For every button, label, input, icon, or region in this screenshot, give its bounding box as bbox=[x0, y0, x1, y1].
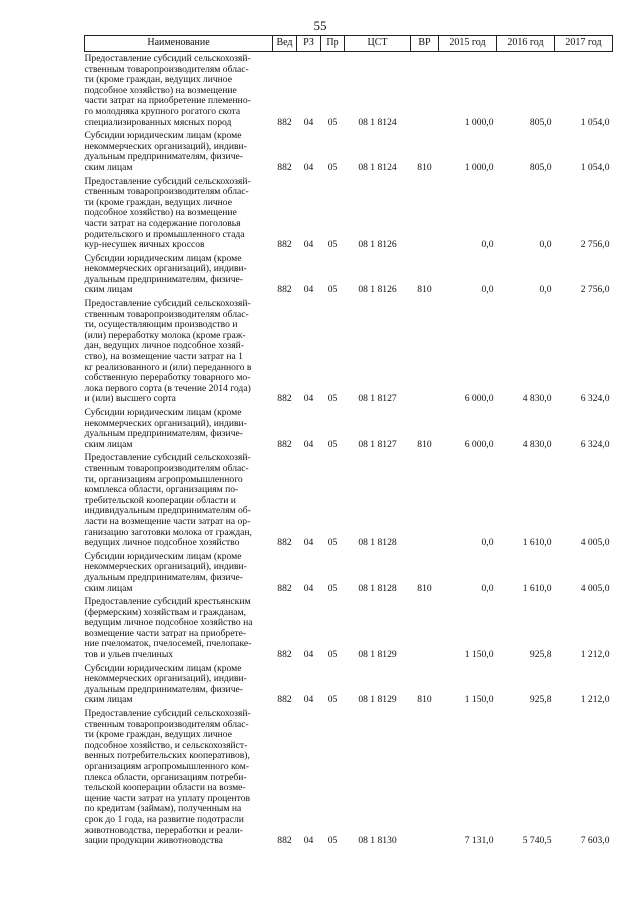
row-name bbox=[85, 129, 273, 174]
pr-cell: 05 bbox=[327, 438, 338, 450]
rz-cell: 04 bbox=[303, 393, 314, 405]
amount-2016: 4 830,0 bbox=[522, 438, 552, 450]
vr-cell bbox=[411, 707, 439, 848]
table-row bbox=[85, 252, 613, 297]
table-row bbox=[85, 297, 613, 406]
row-name-line: комплекса области, организациям по- bbox=[84, 484, 239, 496]
pr-cell: 05 bbox=[327, 582, 338, 594]
row-name-line: ведущим личное подсобное хозяйство на bbox=[84, 617, 253, 629]
row-name-line: ственным товаропроизводителям облас- bbox=[84, 462, 249, 474]
vr-cell: 810 bbox=[417, 438, 432, 450]
ved-cell: 882 bbox=[277, 161, 292, 173]
header-2015: 2015 год bbox=[439, 36, 497, 52]
table-row bbox=[85, 595, 613, 662]
row-name-line: Предоставление субсидий сельскохозяй- bbox=[84, 175, 251, 187]
table-row bbox=[85, 451, 613, 549]
row-name-line: некоммерческих организаций), индиви- bbox=[84, 417, 247, 429]
rz-cell: 04 bbox=[303, 649, 314, 661]
row-name-line: индивидуальным предпринимателям об- bbox=[84, 505, 251, 517]
cst-cell: 08 1 8127 bbox=[358, 438, 397, 450]
cst-cell: 08 1 8129 bbox=[358, 649, 397, 661]
row-name-line: ским лицам bbox=[84, 694, 133, 706]
amount-2017: 2 756,0 bbox=[580, 284, 610, 296]
header-pr: Пр bbox=[321, 36, 345, 52]
row-name-line: Субсидии юридическим лицам (кроме bbox=[84, 662, 242, 674]
row-name bbox=[85, 252, 273, 297]
vr-cell bbox=[411, 451, 439, 549]
row-name-line: ственным товаропроизводителям облас- bbox=[84, 308, 249, 320]
ved-cell: 882 bbox=[277, 239, 292, 251]
row-name-line: ство), на возмещение части затрат на 1 bbox=[84, 351, 243, 363]
row-name bbox=[85, 662, 273, 707]
cst-cell: 08 1 8124 bbox=[358, 116, 397, 128]
amount-2015: 1 150,0 bbox=[464, 649, 494, 661]
row-name-line: тельской кооперации области на возме- bbox=[84, 782, 246, 794]
row-name-line: части затрат на приобретение племенно- bbox=[84, 95, 251, 107]
row-name-line: некоммерческих организаций), индиви- bbox=[84, 673, 247, 685]
amount-2015: 7 131,0 bbox=[464, 835, 494, 847]
row-name-line: некоммерческих организаций), индиви- bbox=[84, 561, 247, 573]
row-name-line: дуальным предпринимателям, физиче- bbox=[84, 683, 243, 695]
row-name-line: Предоставление субсидий сельскохозяй- bbox=[84, 708, 251, 720]
row-name-line: ственным товаропроизводителям облас- bbox=[84, 63, 249, 75]
row-name-line: собственную переработку товарного мо- bbox=[84, 372, 251, 384]
row-name-line: ти, осуществляющим производство и bbox=[84, 319, 238, 331]
amount-2016: 0,0 bbox=[539, 239, 552, 251]
ved-cell: 882 bbox=[277, 694, 292, 706]
pr-cell: 05 bbox=[327, 116, 338, 128]
amount-2016: 925,8 bbox=[529, 649, 552, 661]
row-name-line: ласти на возмещение части затрат на ор- bbox=[84, 515, 251, 527]
row-name-line: срок до 1 года, на развитие подотрасли bbox=[84, 813, 244, 825]
row-name-line: некоммерческих организаций), индиви- bbox=[84, 140, 247, 152]
row-name-line: го молодняка крупного рогатого скота bbox=[84, 105, 241, 117]
cst-cell: 08 1 8126 bbox=[358, 239, 397, 251]
header-name: Наименование bbox=[85, 36, 273, 52]
row-name-line: Субсидии юридическим лицам (кроме bbox=[84, 550, 242, 562]
table-row bbox=[85, 175, 613, 252]
rz-cell: 04 bbox=[303, 438, 314, 450]
amount-2017: 4 005,0 bbox=[580, 582, 610, 594]
table-row bbox=[85, 52, 613, 130]
vr-cell: 810 bbox=[417, 694, 432, 706]
header-2016: 2016 год bbox=[497, 36, 555, 52]
row-name-line: Субсидии юридическим лицам (кроме bbox=[84, 130, 242, 142]
pr-cell: 05 bbox=[327, 239, 338, 251]
row-name-line: ти (кроме граждан, ведущих личное bbox=[84, 74, 232, 86]
row-name-line: (фермерским) хозяйствам и гражданам, bbox=[84, 606, 246, 618]
amount-2016: 5 740,5 bbox=[522, 835, 552, 847]
row-name-line: ганизацию заготовки молока от граждан, bbox=[84, 526, 252, 538]
row-name-line: ственным товаропроизводителям облас- bbox=[84, 186, 249, 198]
rz-cell: 04 bbox=[303, 284, 314, 296]
page-number: 55 bbox=[313, 18, 327, 33]
table-body bbox=[85, 52, 613, 848]
cst-cell: 08 1 8128 bbox=[358, 582, 397, 594]
row-name-line: дуальным предпринимателям, физиче- bbox=[84, 273, 243, 285]
row-name-line: Предоставление субсидий сельскохозяй- bbox=[84, 452, 251, 464]
amount-2015: 6 000,0 bbox=[464, 393, 494, 405]
row-name-line: ведущих личное подсобное хозяйство bbox=[84, 537, 240, 549]
vr-cell: 810 bbox=[417, 582, 432, 594]
rz-cell: 04 bbox=[303, 582, 314, 594]
ved-cell: 882 bbox=[277, 537, 292, 549]
row-name-line: дуальным предпринимателям, физиче- bbox=[84, 428, 243, 440]
table-row bbox=[85, 707, 613, 848]
ved-cell: 882 bbox=[277, 582, 292, 594]
row-name-line: подсобное хозяйство) на возмещение bbox=[84, 207, 237, 219]
amount-2017: 2 756,0 bbox=[580, 239, 610, 251]
row-name-line: Субсидии юридическим лицам (кроме bbox=[84, 407, 242, 418]
cst-cell: 08 1 8126 bbox=[358, 284, 397, 296]
rz-cell: 04 bbox=[303, 835, 314, 847]
amount-2015: 1 150,0 bbox=[464, 694, 494, 706]
vr-cell bbox=[411, 52, 439, 130]
row-name-line: ским лицам bbox=[84, 438, 133, 450]
vr-cell: 810 bbox=[417, 284, 432, 296]
row-name-line: кг реализованного и (или) переданного в bbox=[84, 361, 252, 373]
table-row bbox=[85, 129, 613, 174]
row-name-line: ти (кроме граждан, ведущих личное bbox=[84, 729, 232, 741]
ved-cell: 882 bbox=[277, 284, 292, 296]
ved-cell: 882 bbox=[277, 438, 292, 450]
rz-cell: 04 bbox=[303, 694, 314, 706]
row-name-line: специализированных мясных пород bbox=[84, 116, 232, 128]
row-name-line: (или) переработку молока (кроме граж- bbox=[84, 329, 246, 341]
vr-cell bbox=[411, 595, 439, 662]
header-cst: ЦСТ bbox=[345, 36, 411, 52]
header-ved: Вед bbox=[273, 36, 297, 52]
row-name-line: плекса области, организациям потреби- bbox=[84, 771, 247, 783]
pr-cell: 05 bbox=[327, 161, 338, 173]
amount-2016: 0,0 bbox=[539, 284, 552, 296]
cst-cell: 08 1 8124 bbox=[358, 161, 397, 173]
table-header-row bbox=[85, 36, 613, 52]
rz-cell: 04 bbox=[303, 116, 314, 128]
amount-2017: 1 212,0 bbox=[580, 649, 610, 661]
ved-cell: 882 bbox=[277, 393, 292, 405]
cst-cell: 08 1 8128 bbox=[358, 537, 397, 549]
row-name-line: ти, организациям агропромышленного bbox=[84, 473, 243, 485]
amount-2017: 1 054,0 bbox=[580, 161, 610, 173]
row-name-line: некоммерческих организаций), индиви- bbox=[84, 263, 247, 275]
amount-2016: 1 610,0 bbox=[522, 582, 552, 594]
amount-2015: 0,0 bbox=[481, 537, 494, 549]
row-name-line: дуальным предпринимателям, физиче- bbox=[84, 151, 243, 163]
amount-2017: 4 005,0 bbox=[580, 537, 610, 549]
row-name-line: зации продукции животноводства bbox=[84, 835, 223, 847]
row-name-line: дан, ведущих личное подсобное хозяй- bbox=[84, 340, 244, 352]
row-name-line: требительской кооперации области и bbox=[84, 494, 236, 506]
row-name-line: части затрат на содержание поголовья bbox=[84, 217, 241, 229]
row-name bbox=[85, 550, 273, 595]
cst-cell: 08 1 8127 bbox=[358, 393, 397, 405]
ved-cell: 882 bbox=[277, 835, 292, 847]
table-row bbox=[85, 662, 613, 707]
amount-2017: 1 054,0 bbox=[580, 116, 610, 128]
row-name-line: подсобное хозяйство, и сельскохозяйст- bbox=[84, 739, 248, 751]
row-name-line: и (или) высшего сорта bbox=[84, 393, 176, 405]
amount-2016: 925,8 bbox=[529, 694, 552, 706]
row-name-line: ние пчеломаток, пчелосемей, пчелопаке- bbox=[84, 638, 252, 650]
budget-table bbox=[84, 35, 613, 848]
cst-cell: 08 1 8129 bbox=[358, 694, 397, 706]
amount-2015: 0,0 bbox=[481, 284, 494, 296]
row-name-line: Предоставление субсидий сельскохозяй- bbox=[84, 53, 251, 64]
row-name-line: щение части затрат на уплату процентов bbox=[84, 792, 251, 804]
row-name-line: лока первого сорта (в течение 2014 года) bbox=[84, 382, 251, 394]
vr-cell: 810 bbox=[417, 161, 432, 173]
row-name-line: родительского и промышленного стада bbox=[84, 228, 245, 240]
row-name-line: тов и ульев пчелиных bbox=[84, 649, 174, 661]
cst-cell: 08 1 8130 bbox=[358, 835, 397, 847]
pr-cell: 05 bbox=[327, 284, 338, 296]
amount-2017: 6 324,0 bbox=[580, 438, 610, 450]
header-rz: РЗ bbox=[297, 36, 321, 52]
header-vr: ВР bbox=[411, 36, 439, 52]
table-row bbox=[85, 550, 613, 595]
row-name-line: дуальным предпринимателям, физиче- bbox=[84, 571, 243, 583]
table-row bbox=[85, 406, 613, 451]
row-name-line: организациям агропромышленного ком- bbox=[84, 761, 250, 772]
row-name-line: ским лицам bbox=[84, 161, 133, 173]
row-name-line: Предоставление субсидий крестьянским bbox=[84, 596, 251, 608]
amount-2015: 1 000,0 bbox=[464, 116, 494, 128]
row-name-line: ственным товаропроизводителям облас- bbox=[84, 718, 249, 730]
row-name-line: подсобное хозяйство) на возмещение bbox=[84, 84, 237, 96]
row-name bbox=[85, 52, 273, 130]
row-name-line: ским лицам bbox=[84, 284, 133, 296]
ved-cell: 882 bbox=[277, 116, 292, 128]
amount-2017: 1 212,0 bbox=[580, 694, 610, 706]
amount-2015: 0,0 bbox=[481, 582, 494, 594]
row-name-line: кур-несушек яичных кроссов bbox=[84, 239, 205, 251]
rz-cell: 04 bbox=[303, 537, 314, 549]
row-name-line: возмещение части затрат на приобрете- bbox=[84, 627, 247, 639]
pr-cell: 05 bbox=[327, 694, 338, 706]
row-name bbox=[85, 451, 273, 549]
row-name bbox=[85, 595, 273, 662]
ved-cell: 882 bbox=[277, 649, 292, 661]
row-name-line: по кредитам (займам), полученным на bbox=[84, 803, 242, 815]
row-name bbox=[85, 297, 273, 406]
vr-cell bbox=[411, 175, 439, 252]
amount-2016: 1 610,0 bbox=[522, 537, 552, 549]
rz-cell: 04 bbox=[303, 239, 314, 251]
pr-cell: 05 bbox=[327, 537, 338, 549]
amount-2016: 805,0 bbox=[529, 161, 552, 173]
amount-2015: 6 000,0 bbox=[464, 438, 494, 450]
amount-2017: 6 324,0 bbox=[580, 393, 610, 405]
row-name-line: Предоставление субсидий сельскохозяй- bbox=[84, 298, 251, 310]
amount-2017: 7 603,0 bbox=[580, 835, 610, 847]
row-name bbox=[85, 406, 273, 451]
pr-cell: 05 bbox=[327, 393, 338, 405]
amount-2015: 1 000,0 bbox=[464, 161, 494, 173]
pr-cell: 05 bbox=[327, 835, 338, 847]
rz-cell: 04 bbox=[303, 161, 314, 173]
amount-2016: 805,0 bbox=[529, 116, 552, 128]
row-name-line: ским лицам bbox=[84, 582, 133, 594]
row-name bbox=[85, 175, 273, 252]
row-name-line: венных потребительских кооперативов), bbox=[84, 750, 250, 762]
amount-2015: 0,0 bbox=[481, 239, 494, 251]
header-2017: 2017 год bbox=[555, 36, 613, 52]
pr-cell: 05 bbox=[327, 649, 338, 661]
row-name bbox=[85, 707, 273, 848]
row-name-line: животноводства, переработки и реали- bbox=[84, 824, 243, 836]
vr-cell bbox=[411, 297, 439, 406]
row-name-line: Субсидии юридическим лицам (кроме bbox=[84, 252, 242, 264]
row-name-line: ти (кроме граждан, ведущих личное bbox=[84, 196, 232, 208]
amount-2016: 4 830,0 bbox=[522, 393, 552, 405]
